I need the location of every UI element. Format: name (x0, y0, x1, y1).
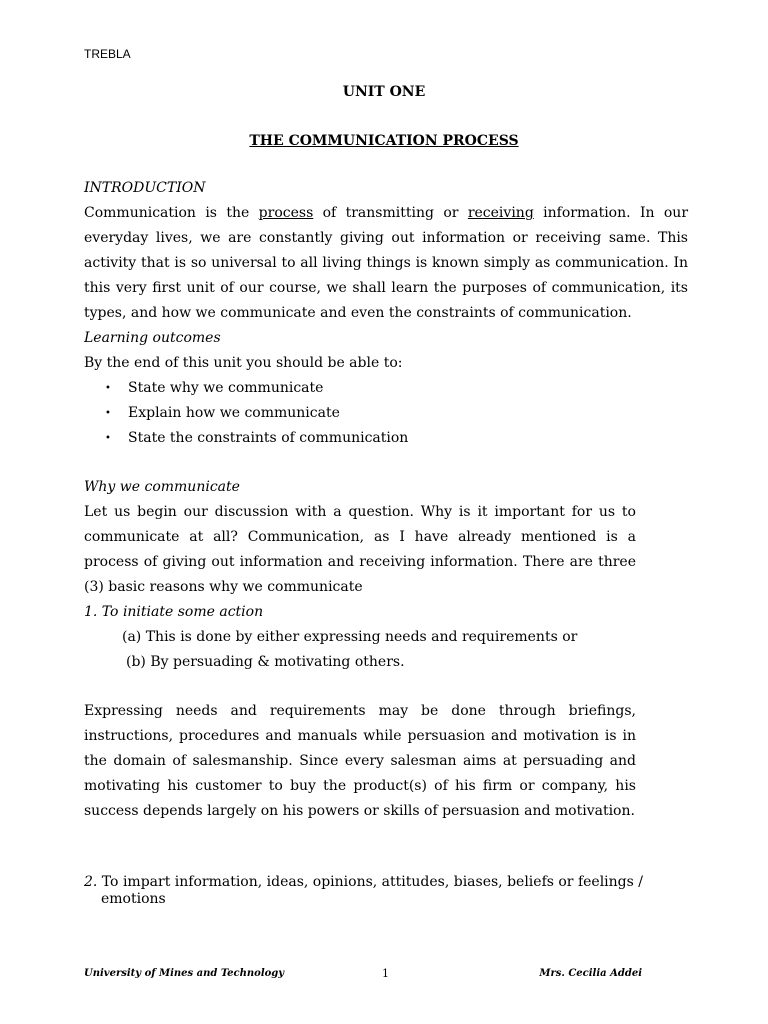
bullet-icon: • (105, 433, 111, 444)
page-footer (84, 966, 642, 982)
learning-outcomes-lead: By the end of this unit you should be able to: (84, 355, 403, 371)
intro-text-mid: of transmitting or (313, 205, 468, 221)
spacer (84, 451, 688, 475)
bullet-icon: • (105, 383, 111, 394)
list-item-text: State why we communicate (128, 380, 324, 396)
intro-paragraph (84, 201, 688, 326)
term-process: process (258, 205, 314, 221)
term-receiving: receiving (467, 205, 534, 221)
list-item (84, 401, 688, 426)
intro-text-rest: information. In our everyday lives, we are constantly giving out information or receiving same. This activity that is so universal to all living things is known simply as communication. In this very first unit of our course, we shall learn the purposes of communication, its types, and how we communicate and even the constraints of communication. (84, 205, 689, 321)
list-item (84, 376, 688, 401)
page-title: THE COMMUNICATION PROCESS (249, 133, 519, 149)
reason-two-number: 2. (84, 874, 98, 890)
salesmanship-paragraph: Expressing needs and requirements may be done through briefings, instructions, procedures and manuals while persuasion and motivation is in the domain of salesmanship. Since every salesman aims at persuading and motivating his customer to buy the product(s) of his firm or company, his success depends largely on his powers or skills of persuasion and motivation. (84, 703, 636, 819)
intro-heading: INTRODUCTION (84, 180, 206, 196)
list-item-text: State the constraints of communication (128, 430, 409, 446)
learning-outcomes-heading: Learning outcomes (84, 330, 221, 346)
reason-one-sub-a: (a) This is done by either expressing needs and requirements or (122, 629, 578, 645)
document-body (84, 176, 688, 908)
why-heading: Why we communicate (84, 479, 240, 495)
list-item (84, 426, 688, 451)
intro-text-start: Communication is the (84, 205, 259, 221)
page-number: 1 (382, 967, 389, 980)
spacer (84, 675, 688, 699)
list-item-text: Explain how we communicate (128, 405, 340, 421)
spacer (84, 824, 688, 874)
bullet-icon: • (105, 408, 111, 419)
reason-two-text: To impart information, ideas, opinions, attitudes, biases, beliefs or feelings / emotions (97, 874, 643, 907)
footer-institution: University of Mines and Technology (84, 968, 285, 979)
unit-heading: UNIT ONE (342, 84, 426, 100)
reason-two (84, 874, 653, 908)
running-header: TREBLA (84, 47, 131, 61)
why-paragraph: Let us begin our discussion with a question. Why is it important for us to communicate at all? Communication, as I have already mentioned is a process of giving out information and receiving information. There are three (3) basic reasons why we communicate (84, 504, 636, 595)
learning-outcomes-list (84, 376, 688, 451)
reason-one-sub-b: (b) By persuading & motivating others. (126, 654, 405, 670)
footer-author: Mrs. Cecilia Addei (539, 968, 642, 979)
reason-one: 1. To initiate some action (84, 604, 264, 620)
